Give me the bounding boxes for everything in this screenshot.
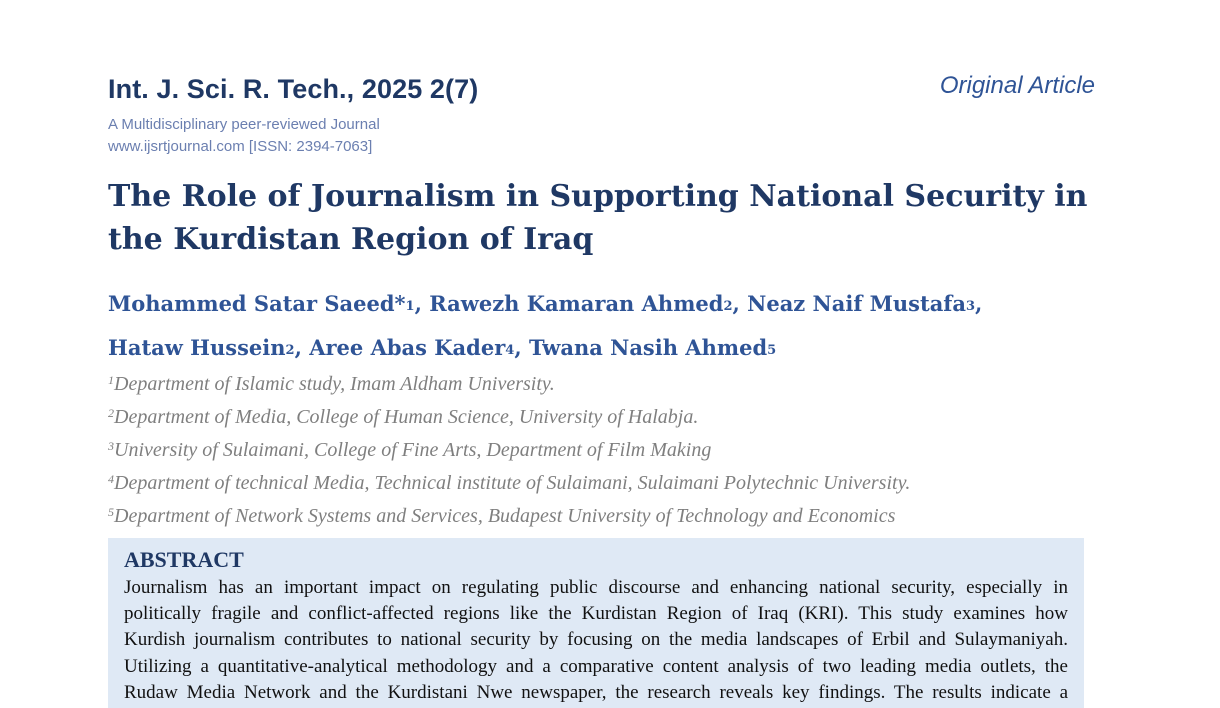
- journal-website-issn[interactable]: www.ijsrtjournal.com [ISSN: 2394-7063]: [108, 138, 373, 155]
- author-line: [108, 327, 1098, 371]
- author: Hataw Hussein$^2$,: [108, 335, 310, 360]
- abstract-line: Journalism has an important impact on regulating public discourse and enhancing national security, especially in: [124, 577, 1068, 598]
- abstract-line: Kurdish journalism contributes to national security by focusing on the media landscapes of Erbil and Sulaymaniyah.: [124, 629, 1068, 651]
- affiliation: $^5$Department of Network Systems and Services, Budapest University of Technology and Economics: [108, 505, 896, 527]
- affiliation: $^4$Department of technical Media, Technical institute of Sulaimani, Sulaimani Polytechnic University.: [108, 472, 911, 494]
- abstract-box: [108, 538, 1084, 708]
- abstract-line: Rudaw Media Network and the Kurdistani Nwe newspaper, the research reveals key findings. The results indicate a: [124, 681, 1068, 703]
- abstract-line: politically fragile and conflict-affected regions like the Kurdistan Region of Iraq (KRI). This study examines how: [124, 603, 1068, 625]
- journal-info: [108, 114, 380, 158]
- abstract-heading: ABSTRACT: [124, 547, 244, 572]
- affiliation-list: [108, 366, 910, 531]
- journal-title: Int. J. Sci. R. Tech., 2025 2(7): [108, 74, 479, 104]
- author: Rawezh Kamaran Ahmed$^2$,: [429, 291, 748, 316]
- affiliation: $^3$University of Sulaimani, College of Fine Arts, Department of Film Making: [108, 439, 712, 461]
- abstract-text: [124, 575, 1068, 706]
- paper-title: The Role of Journalism in Supporting National Security in the Kurdistan Region of Iraq: [108, 179, 1088, 257]
- abstract-line: Utilizing a quantitative-analytical methodology and a comparative content analysis of two leading media outlets, the: [124, 655, 1068, 677]
- journal-subtitle: A Multidisciplinary peer-reviewed Journal: [108, 116, 380, 133]
- affiliation: $^1$Department of Islamic study, Imam Aldham University.: [108, 373, 555, 395]
- author: Neaz Naif Mustafa$^3$,: [747, 291, 983, 316]
- author: Mohammed Satar Saeed*$^1$,: [108, 291, 430, 316]
- author-list: [108, 283, 1098, 371]
- author-line: [108, 283, 1098, 327]
- author: Twana Nasih Ahmed$^5$: [528, 335, 777, 360]
- affiliation: $^2$Department of Media, College of Human Science, University of Halabja.: [108, 406, 699, 428]
- article-type-label: Original Article: [939, 72, 1095, 99]
- author: Aree Abas Kader$^4$,: [309, 335, 529, 360]
